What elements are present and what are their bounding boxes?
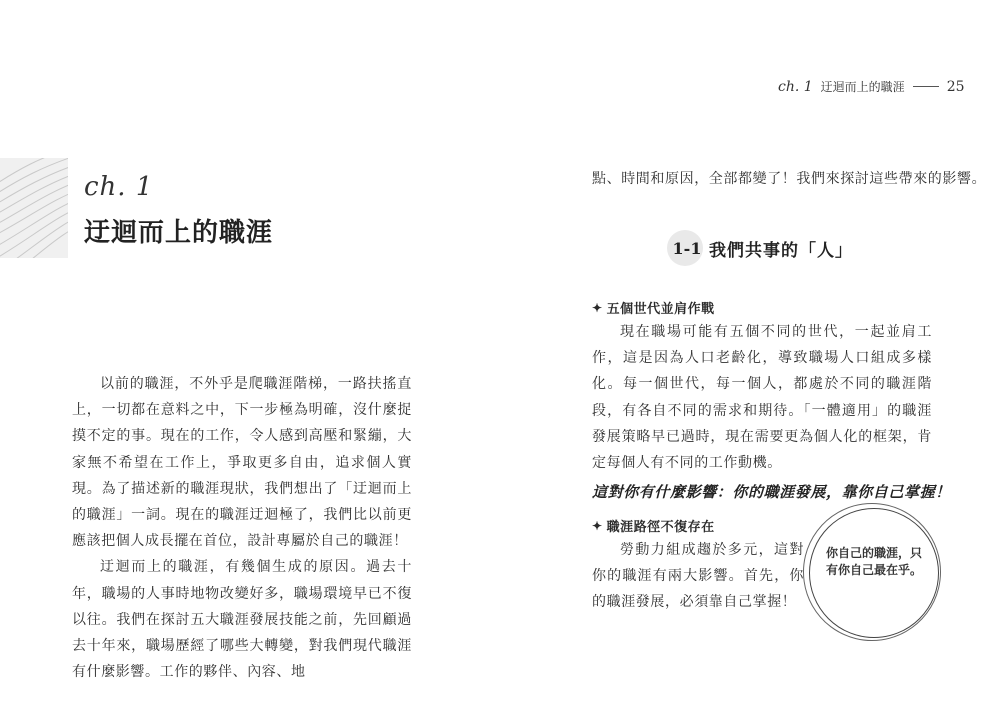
paragraph: 迂迴而上的職涯，有幾個生成的原因。過去十年，職場的人事時地物改變好多，職場環境早已不復以往。我們在探討五大職涯發展技能之前，先回顧過去十年來，職場歷經了哪些大轉變，對我們現代職涯有什麼影響。工作的夥伴、內容、地 [72, 559, 412, 681]
header-chapter-title: 迂迴而上的職涯 [820, 80, 905, 94]
page-number: 25 [946, 78, 965, 95]
section-number-badge [667, 230, 703, 266]
subsection-title: 職涯路徑不復存在 [606, 520, 715, 535]
paragraph: 勞動力組成趨於多元，這對你的職涯有兩大影響。首先，你的職涯發展，必須靠自己掌握！ [592, 542, 804, 611]
paragraph: 以前的職涯，不外乎是爬職涯階梯，一路扶搖直上，一切都在意料之中，下一步極為明確，沒什麼捉摸不定的事。現在的工作，令人感到高壓和緊繃，大家無不希望在工作上，爭取更多自由，追求個人實現。為了描述新的職涯現狀，我們想出了「迂迴而上的職涯」一詞。現在的職涯迂迴極了，我們比以前更應該把個人成長擺在首位，設計專屬於自己的職涯！ [72, 376, 412, 550]
swirl-lines-icon [0, 158, 68, 258]
chapter-label: ch. 1 [84, 172, 154, 202]
subsection-heading [592, 298, 715, 317]
section-heading [667, 230, 853, 266]
left-page-body [72, 371, 412, 685]
header-rule [913, 86, 939, 87]
emphasis-heading: 這對你有什麼影響：你的職涯發展，靠你自己掌握！ [592, 483, 951, 501]
continuation-text: 點、時間和原因，全部都變了！我們來探討這些帶來的影響。 [592, 171, 987, 187]
sparkle-icon: ✦ [592, 300, 603, 315]
sparkle-icon: ✦ [592, 518, 603, 533]
callout-note: 你自己的職涯，只有你自己最在乎。 [826, 546, 923, 577]
header-chapter-label: ch. 1 [778, 78, 813, 95]
subsection-title: 五個世代並肩作戰 [606, 302, 715, 317]
chapter-decoration-band [0, 158, 68, 258]
chapter-title: 迂迴而上的職涯 [84, 218, 274, 248]
subsection-body [592, 319, 932, 476]
subsection-body [592, 537, 804, 616]
subsection-heading [592, 516, 715, 535]
running-header [778, 78, 965, 95]
paragraph: 現在職場可能有五個不同的世代，一起並肩工作，這是因為人口老齡化，導致職場人口組成多樣化。每一個世代，每一個人，都處於不同的職涯階段，有各自不同的需求和期待。「一體適用」的職涯發展策略早已過時，現在需要更為個人化的框架，肯定每個人有不同的工作動機。 [592, 324, 932, 472]
section-number: 1-1 [672, 238, 702, 258]
section-title: 我們共事的「人」 [709, 240, 853, 261]
